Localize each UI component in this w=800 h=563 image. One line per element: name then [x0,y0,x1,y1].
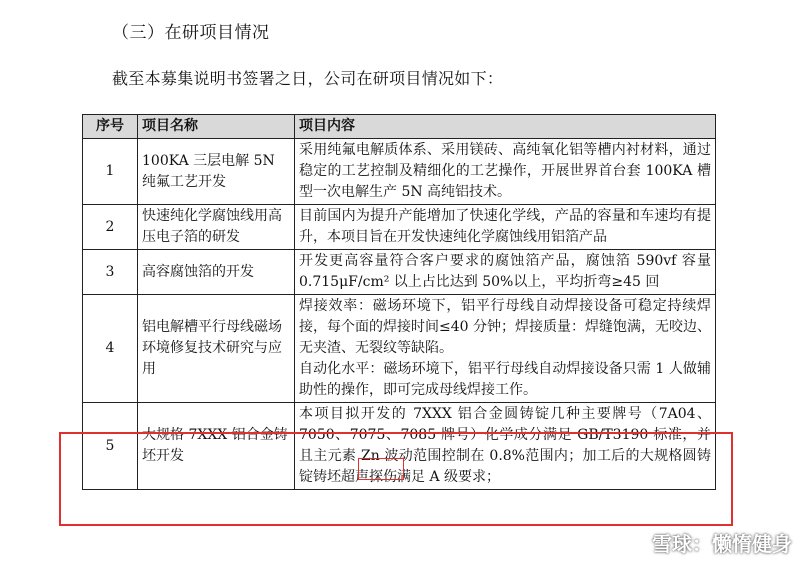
row-name: 大规格 7XXX 铝合金铸坯开发 [138,403,295,490]
row-seq: 1 [83,139,138,205]
row-name: 快速纯化学腐蚀线用高压电子箔的研发 [138,205,295,250]
row-content [295,250,716,295]
header-seq: 序号 [83,115,138,139]
row-content [295,295,716,403]
row-content-paragraph: 焊接效率：磁场环境下，铝平行母线自动焊接设备可稳定持续焊接，每个面的焊接时间≤40 分钟；焊接质量：焊缝饱满，无咬边、无夹渣、无裂纹等缺陷。 [299,298,711,356]
red-highlight-mark [358,458,404,480]
section-heading: （三）在研项目情况 [112,23,270,43]
table-row [83,139,716,205]
row-seq: 5 [83,403,138,490]
table-row [83,295,716,403]
header-content: 项目内容 [295,115,716,139]
table-header-row [83,115,716,139]
header-name: 项目名称 [138,115,295,139]
watermark [620,528,792,557]
row-content-paragraph: 开发更高容量符合客户要求的腐蚀箔产品，腐蚀箔 590vf 容量 0.715μF/cm² 以上占比达到 50%以上，平均折弯≥45 回 [299,253,711,290]
row-name: 100KA 三层电解 5N 纯氟工艺开发 [138,139,295,205]
table-row [83,250,716,295]
row-content-paragraph: 本项目拟开发的 7XXX 铝合金圆铸锭几种主要牌号（7A04、7050、7075、7085 牌号）化学成分满足 GB/T3190 标准，并且主元素 Zn 波动范围控制在 0.8%范围内；加工后的大规格圆铸锭铸坯超声探伤满足 A 级要求； [299,406,711,485]
watermark-text: 雪球：懒惰健身 [652,532,792,556]
intro-text: 截至本募集说明书签署之日，公司在研项目情况如下： [112,69,504,88]
row-seq: 3 [83,250,138,295]
row-seq: 2 [83,205,138,250]
row-name: 铝电解槽平行母线磁场环境修复技术研究与应用 [138,295,295,403]
row-name: 高容腐蚀箔的开发 [138,250,295,295]
table-row [83,205,716,250]
row-content-paragraph: 自动化水平：磁场环境下，铝平行母线自动焊接设备只需 1 人做辅助性的操作，即可完成母线焊接工作。 [299,361,711,398]
row-content-paragraph: 采用纯氟电解质体系、采用镁砖、高纯氧化铝等槽内衬材料，通过稳定的工艺控制及精细化的工艺操作，开展世界首台套 100KA 槽型一次电解生产 5N 高纯铝技术。 [299,142,711,200]
row-seq: 4 [83,295,138,403]
row-content-paragraph: 目前国内为提升产能增加了快速化学线，产品的容量和车速均有提升，本项目旨在开发快速纯化学腐蚀线用铝箔产品 [299,208,711,245]
snowball-logo-icon [620,530,646,556]
row-content [295,139,716,205]
row-content [295,205,716,250]
